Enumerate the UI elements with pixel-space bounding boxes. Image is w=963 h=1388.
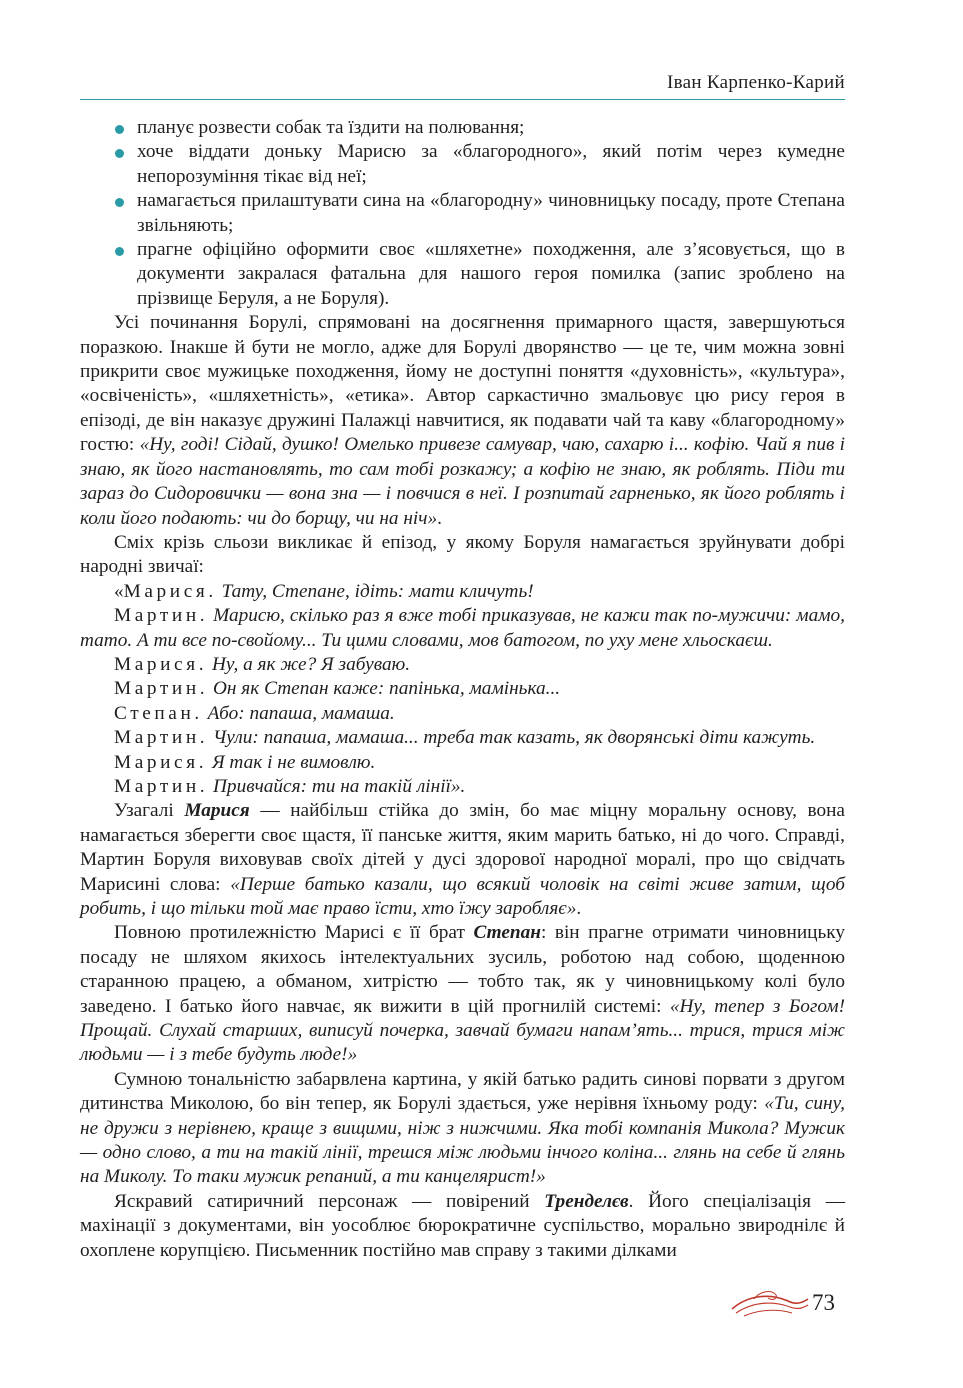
speaker: Мартин.	[114, 775, 209, 797]
dialogue-line	[80, 726, 845, 750]
bullet-icon	[115, 149, 124, 158]
speech: Привчайся: ти на такій лінії».	[213, 775, 466, 797]
paragraph: Яскравий сатиричний персонаж — повірений Тренделєв. Його спеціалізація — махінації з документами, він уособлює бюрократичне суспільство, морально звироднілє й охоплене корупцією. Письменник постійно мав справу з такими ділками	[80, 1190, 846, 1261]
speaker: Мартин.	[114, 678, 209, 700]
bullet-list	[80, 116, 845, 311]
bullet-icon	[115, 198, 124, 207]
quote: «Перше батько казали, що всякий чоловік на світі живе затим, щоб робить, і що тільки той має право їсти, хто їжу заробляє»	[80, 873, 845, 919]
paragraph: Усі починання Борулі, спрямовані на досягнення примарного щастя, завершуються поразкою. Інакше й бути не могло, адже для Борулі дворянство — це те, чим можна зовні прикрити своє мужицьке походження, йому не доступні поняття «духовність», «культура», «освіченість», «шляхетність», «етика». Автор саркастично змальовує цю рису героя в епізоді, де він наказує дружині Палажці навчитися, як подавати чай та каву «благородному» гостю: «Ну, годі! Сідай, душко! Омелько привезе самувар, чаю, сахарю і... кофію. Чай я пив і знаю, як його настановлять, то сам тобі розкажу; а кофію не знаю, як роблять. Піди ти зараз до Сидоровички — вона зна — і повчися в неї. І розпитай гарненько, як його роблять і коли його подають: чи до борщу, чи на ніч».	[80, 312, 845, 529]
paragraph: Сумною тональністю забарвлена картина, у якій батько радить синові порвати з другом дитинства Миколою, бо він тепер, як Борулі здається, уже нерівня їхньому роду: «Ти, сину, не дружи з нерівнею, краще з вищими, ніж з нижчими. Яка тобі компанія Микола? Мужик — одно слово, а ти на такій лінії, трешся між людьми інчого коліна... глянь на себе й глянь на Миколу. То таки мужик репаний, а ти канцелярист!»	[80, 1068, 845, 1188]
dialogue-line	[80, 775, 845, 799]
dialogue	[80, 580, 845, 800]
paragraph: Повною протилежністю Марисі є її брат Степан: він прагне отримати чиновницьку посаду не шляхом якихось інтелектуальних зусиль, роботою над собою, щоденною старанною працею, а обманом, хитрістю — тобто так, як у чиновницькому колі було заведено. І батько його навчає, як вижити в цій прогнилій системі: «Ну, тепер з Богом! Прощай. Слухай старших, виписуй почерка, завчай бумаги напам’ять... трися, трися між людьми — і з тебе будуть люде!»	[80, 922, 845, 1066]
dialogue-line	[80, 702, 845, 726]
speech: Марисю, скілько раз я вже тобі приказував, не кажи так по-мужичи: мамо, тато. А ти все по-свойому... Ти цими словами, мов батогом, по уху мене хльоскаєш.	[80, 605, 845, 651]
dialogue-line	[80, 604, 845, 653]
list-item: намагається прилаштувати сина на «благородну» чиновницьку посаду, проте Степана звільняють;	[80, 189, 845, 238]
paragraph: Узагалі Марися — найбільш стійка до змін, бо має міцну моральну основу, вона намагається зберегти своє щастя, її панське життя, яким марить батько, ні до чого. Справді, Мартин Боруля виховував своїх дітей у дусі здорової народної моралі, про що свідчать Марисині слова: «Перше батько казали, що всякий чоловік на світі живе затим, щоб робить, і що тільки той має право їсти, хто їжу заробляє».	[80, 800, 845, 919]
speech: Ну, а як же? Я забуваю.	[211, 653, 411, 675]
running-header: Іван Карпенко-Карий	[666, 72, 845, 93]
dialogue-line: «Марися. Тату, Степане, ідіть: мати кличуть!	[114, 580, 534, 602]
speaker: Мартин.	[114, 727, 209, 749]
dialogue-line	[80, 677, 845, 701]
quote: «Ну, тепер з Богом! Прощай. Слухай старших, виписуй почерка, завчай бумаги напам’ять... трися, трися між людьми — і з тебе будуть люде!»	[80, 995, 845, 1066]
speaker: Степан.	[114, 702, 203, 724]
speaker: Мартин.	[114, 605, 209, 627]
speech: Або: папаша, мамаша.	[207, 702, 395, 724]
paragraph: Сміх крізь сльози викликає й епізод, у якому Боруля намагається зруйнувати добрі народні звичаї:	[80, 531, 845, 578]
bullet-icon	[115, 247, 124, 256]
quote: «Ти, сину, не дружи з нерівнею, краще з вищими, ніж з нижчими. Яка тобі компанія Микола? Мужик — одно слово, а ти на такій лінії, трешся між людьми інчого коліна... глянь на себе й глянь на Миколу. То таки мужик репаний, а ти канцелярист!»	[80, 1093, 845, 1188]
list-item: прагне офіційно оформити своє «шляхетне» походження, але з’ясовується, що в документи закралася фатальна для нашого героя помилка (запис зроблено на прізвище Беруля, а не Боруля).	[80, 238, 845, 311]
speech: Чули: папаша, мамаша... треба так казать, як дворянські діти кажуть.	[213, 727, 816, 749]
flourish-ornament-icon	[730, 1287, 810, 1321]
header-rule	[80, 99, 845, 100]
speech: Я так і не вимовлю.	[211, 751, 376, 773]
character-name: Марися	[184, 800, 250, 822]
character-name: Степан	[473, 922, 541, 944]
quote: «Ну, годі! Сідай, душко! Омелько привезе самувар, чаю, сахарю і... кофію. Чай я пив і знаю, як його настановлять, то сам тобі розкажу; а кофію не знаю, як роблять. Піди ти зараз до Сидоровички — вона зна — і повчися в неї. І розпитай гарненько, як його роблять і коли його подають: чи до борщу, чи на ніч»	[80, 434, 845, 529]
dialogue-line	[80, 751, 845, 775]
dialogue-line	[80, 653, 845, 677]
speech: Тату, Степане, ідіть: мати кличуть!	[221, 580, 534, 602]
speaker: Марися.	[114, 751, 208, 773]
page-body	[80, 116, 845, 1263]
list-item: хоче віддати доньку Марисю за «благородного», який потім через кумедне непорозуміння тікає від неї;	[80, 140, 845, 189]
list-item: планує розвести собак та їздити на полювання;	[80, 116, 845, 140]
character-name: Тренделєв	[544, 1190, 629, 1212]
speaker: Марися.	[114, 653, 208, 675]
page-number: 73	[812, 1290, 835, 1315]
speaker: Марися.	[123, 580, 217, 602]
speech: Он як Степан каже: папінька, мамінька...	[213, 678, 561, 700]
bullet-icon	[115, 125, 124, 134]
